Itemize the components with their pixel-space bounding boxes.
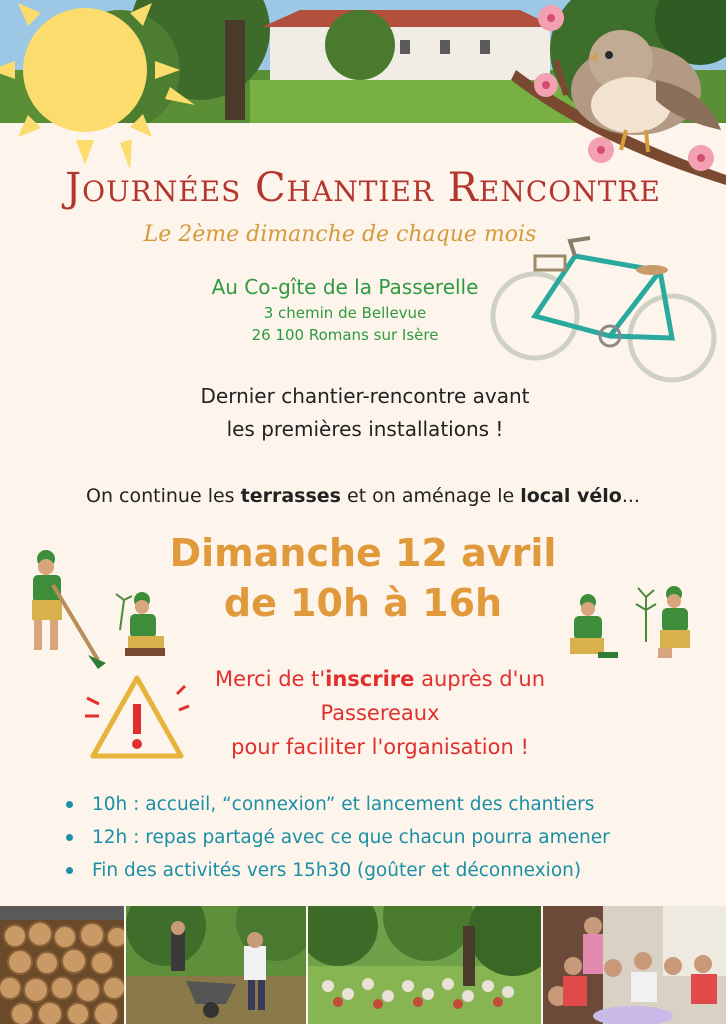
sun-icon [0, 0, 220, 189]
venue-name: Au Co-gîte de la Passerelle [211, 275, 479, 299]
gardener-icon [110, 590, 180, 669]
gardener-icon [18, 545, 108, 674]
intro-line-2: les premières installations ! [226, 417, 504, 441]
photo-group-picnic [308, 906, 541, 1024]
works-local-velo: local vélo [520, 485, 622, 507]
schedule-list [60, 788, 610, 887]
photo-wheelbarrow [126, 906, 306, 1024]
page-subtitle: Le 2ème dimanche de chaque mois [143, 222, 537, 247]
venue-block [150, 275, 540, 346]
event-hours: de 10h à 16h [223, 581, 503, 625]
intro-text [100, 380, 630, 446]
works-terrasses: terrasses [240, 485, 341, 507]
photo-group-indoor [543, 906, 726, 1024]
works-part-2: et on aménage le [340, 485, 521, 507]
schedule-item: 10h : accueil, “connexion” et lancement des chantiers [60, 788, 610, 821]
schedule-item: 12h : repas partagé avec ce que chacun pourra amener [60, 821, 610, 854]
signup-line-3: pour faciliter l'organisation ! [231, 735, 529, 759]
signup-part-1: Merci de t' [214, 667, 326, 691]
signup-line-2: Passereaux [320, 701, 440, 725]
works-text [0, 485, 726, 507]
works-part-3: ... [621, 485, 640, 507]
photo-strip [0, 906, 726, 1024]
intro-line-1: Dernier chantier-rencontre avant [200, 384, 530, 408]
venue-street: 3 chemin de Bellevue [263, 304, 427, 322]
signup-part-2: auprès d'un [414, 667, 546, 691]
signup-line-1 [170, 662, 590, 696]
photo-woodpile [0, 906, 124, 1024]
venue-city: 26 100 Romans sur Isère [251, 326, 439, 344]
schedule-item: Fin des activités vers 15h30 (goûter et déconnexion) [60, 854, 610, 887]
signup-notice [170, 662, 590, 764]
event-day: Dimanche 12 avril [169, 531, 557, 575]
page-title: Journées Chantier Rencontre [65, 165, 661, 211]
gardener-icon [632, 582, 698, 671]
works-part-1: On continue les [86, 485, 241, 507]
gardener-icon [558, 592, 628, 671]
signup-inscrire: inscrire [325, 667, 415, 691]
